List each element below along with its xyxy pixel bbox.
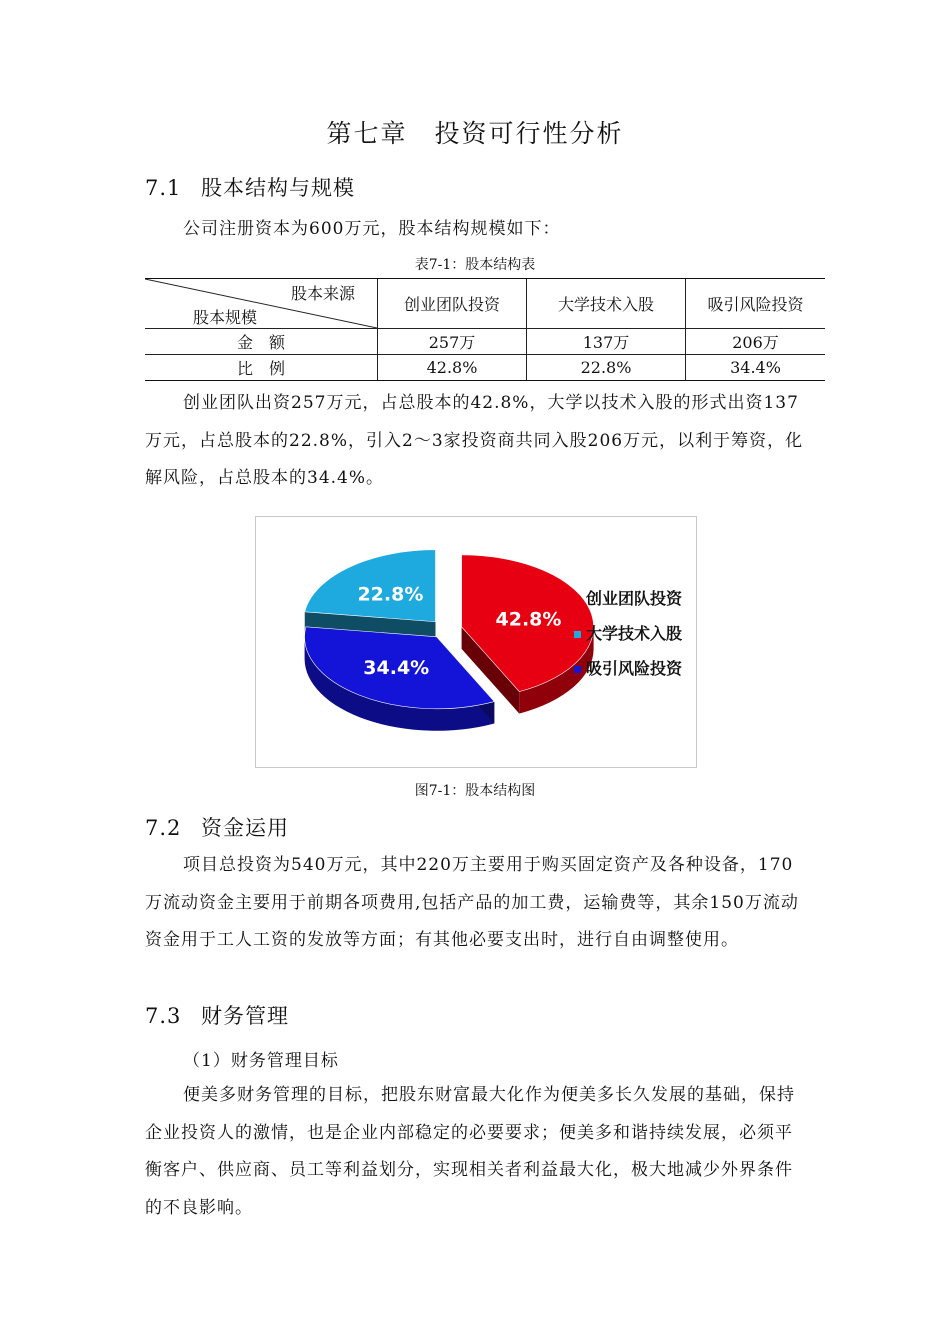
equity-paragraph: 创业团队出资257万元，占总股本的42.8%，大学以技术入股的形式出资137万元，占总股本的22.8%，引入2～3家投资商共同入股206万元，以利于筹资，化解风险，占总股本的34.4%。 <box>145 393 804 488</box>
corner-cell <box>145 279 378 329</box>
legend-label: 创业团队投资 <box>586 589 683 608</box>
legend-swatch <box>574 596 581 603</box>
table-cell: 257万 <box>378 329 527 355</box>
table-row <box>145 329 825 355</box>
table-cell: 22.8% <box>527 355 686 381</box>
section-title: 资金运用 <box>201 816 289 840</box>
section-title: 财务管理 <box>201 1004 289 1028</box>
chart-caption: 图7-1：股本结构图 <box>414 783 536 799</box>
row-label: 比 例 <box>145 355 378 381</box>
section-7-2-heading <box>145 812 289 842</box>
equity-pie-chart <box>255 516 697 768</box>
chapter-title: 第七章 投资可行性分析 <box>326 119 624 148</box>
pie-data-label: 34.4% <box>363 657 430 680</box>
section-title: 股本结构与规模 <box>201 176 355 200</box>
table-cell: 137万 <box>527 329 686 355</box>
table-cell: 206万 <box>686 329 826 355</box>
column-header: 创业团队投资 <box>378 279 527 329</box>
section-7-1-heading <box>145 172 355 202</box>
table-cell: 34.4% <box>686 355 826 381</box>
legend-label: 大学技术入股 <box>586 624 683 643</box>
table-row <box>145 355 825 381</box>
column-header: 大学技术入股 <box>527 279 686 329</box>
legend-label: 吸引风险投资 <box>586 659 683 678</box>
pie-chart-svg <box>256 517 696 767</box>
section-number: 7.2 <box>145 816 182 840</box>
pie-data-label: 42.8% <box>495 608 562 631</box>
finance-subheading: （1）财务管理目标 <box>183 1051 339 1071</box>
table-caption: 表7-1：股本结构表 <box>414 257 536 273</box>
legend-swatch <box>574 666 581 673</box>
finance-paragraph: 便美多财务管理的目标，把股东财富最大化作为便美多长久发展的基础，保持企业投资人的激情，也是企业内部稳定的必要要求；便美多和谐持续发展，必须平衡客户、供应商、员工等利益划分，实现相关者利益最大化，极大地减少外界条件的不良影响。 <box>145 1085 795 1218</box>
equity-structure-table <box>145 278 825 381</box>
section-number: 7.3 <box>145 1004 182 1028</box>
row-label: 金 额 <box>145 329 378 355</box>
corner-top-label: 股本来源 <box>290 284 355 303</box>
section-7-3-heading <box>145 1000 289 1030</box>
section-number: 7.1 <box>145 176 182 200</box>
pie-data-label: 22.8% <box>357 583 424 606</box>
table-cell: 42.8% <box>378 355 527 381</box>
intro-text: 公司注册资本为600万元，股本结构规模如下： <box>183 219 561 239</box>
legend-swatch <box>574 631 581 638</box>
table-header-row <box>145 279 825 329</box>
funds-paragraph: 项目总投资为540万元，其中220万主要用于购买固定资产及各种设备，170万流动资金主要用于前期各项费用,包括产品的加工费，运输费等，其余150万流动资金用于工人工资的发放等方面；有其他必要支出时，进行自由调整使用。 <box>145 855 799 950</box>
corner-bottom-label: 股本规模 <box>193 308 258 327</box>
column-header: 吸引风险投资 <box>686 279 826 329</box>
